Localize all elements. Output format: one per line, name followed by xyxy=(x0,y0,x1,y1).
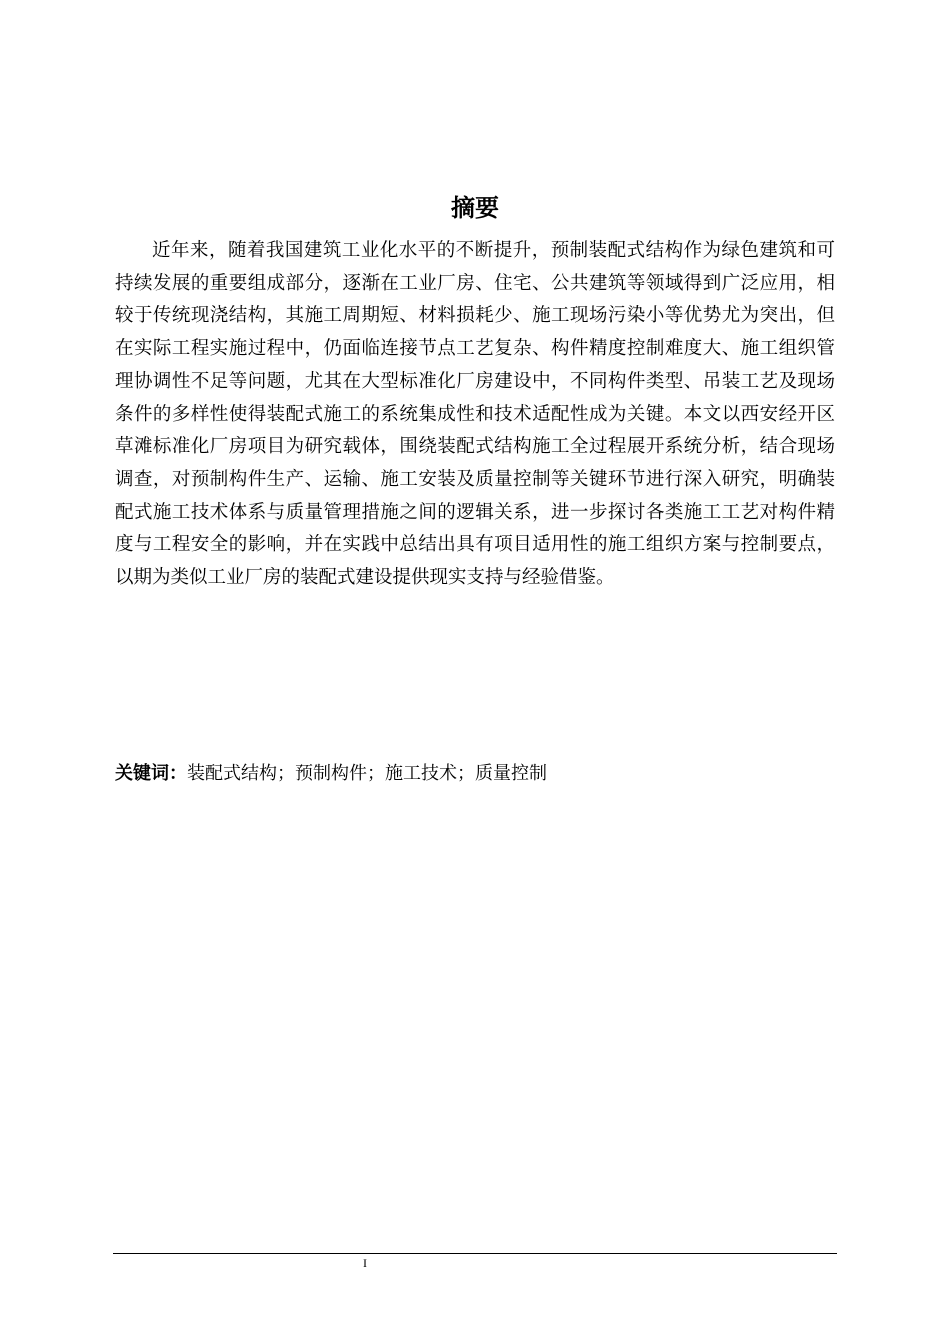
abstract-body: 近年来，随着我国建筑工业化水平的不断提升，预制装配式结构作为绿色建筑和可持续发展的重要组成部分，逐渐在工业厂房、住宅、公共建筑等领域得到广泛应用，相较于传统现浇结构，其施工周期短、材料损耗少、施工现场污染小等优势尤为突出，但在实际工程实施过程中，仍面临连接节点工艺复杂、构件精度控制难度大、施工组织管理协调性不足等问题，尤其在大型标准化厂房建设中，不同构件类型、吊装工艺及现场条件的多样性使得装配式施工的系统集成性和技术适配性成为关键。本文以西安经开区草滩标准化厂房项目为研究载体，围绕装配式结构施工全过程展开系统分析，结合现场调查，对预制构件生产、运输、施工安装及质量控制等关键环节进行深入研究，明确装配式施工技术体系与质量管理措施之间的逻辑关系，进一步探讨各类施工工艺对构件精度与工程安全的影响，并在实践中总结出具有项目适用性的施工组织方案与控制要点，以期为类似工业厂房的装配式建设提供现实支持与经验借鉴。 xyxy=(115,240,835,589)
keywords-text: 装配式结构；预制构件；施工技术；质量控制 xyxy=(187,763,547,784)
keywords-line xyxy=(115,760,835,788)
footer-divider xyxy=(113,1253,837,1254)
keywords-label: 关键词： xyxy=(115,763,187,784)
abstract-title: 摘要 xyxy=(451,194,499,222)
page-number: I xyxy=(363,1256,367,1270)
